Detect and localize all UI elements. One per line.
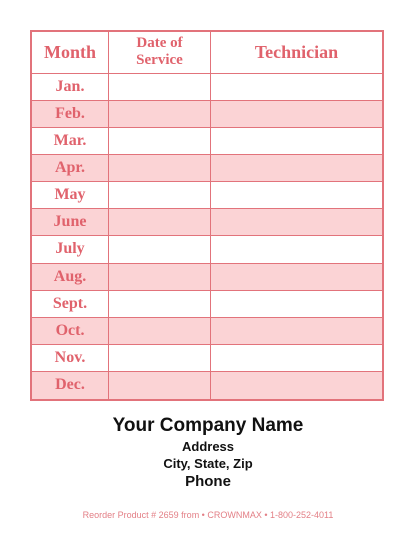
company-phone: Phone [185, 473, 231, 490]
technician-cell[interactable] [211, 318, 382, 344]
date-of-service-cell[interactable] [109, 264, 211, 290]
month-cell [32, 101, 109, 127]
date-of-service-cell[interactable] [109, 155, 211, 181]
reorder-footer: Reorder Product # 2659 from • CROWNMAX • 1-800-252-4011 [82, 510, 334, 520]
month-cell [32, 128, 109, 154]
company-city-state-zip: City, State, Zip [163, 456, 253, 471]
table-row [32, 318, 382, 345]
table-row [32, 291, 382, 318]
month-label: Oct. [55, 321, 85, 339]
month-cell [32, 74, 109, 100]
month-label: June [53, 213, 87, 231]
date-of-service-cell[interactable] [109, 372, 211, 399]
table-body [32, 74, 382, 399]
month-label: Jan. [55, 77, 85, 95]
technician-cell[interactable] [211, 155, 382, 181]
technician-cell[interactable] [211, 209, 382, 235]
month-label: Apr. [54, 159, 86, 177]
month-label: Mar. [53, 132, 87, 150]
date-of-service-cell[interactable] [109, 209, 211, 235]
month-label: Feb. [55, 105, 85, 123]
month-label: Nov. [54, 348, 86, 366]
header-month: Month [32, 32, 109, 73]
technician-cell[interactable] [211, 236, 382, 262]
date-of-service-cell[interactable] [109, 291, 211, 317]
table-row [32, 74, 382, 101]
company-name: Your Company Name [112, 415, 304, 436]
header-date-of-service: Date of Service [109, 32, 211, 73]
header-technician: Technician [254, 41, 339, 62]
table-header-row [32, 32, 382, 74]
technician-cell[interactable] [211, 128, 382, 154]
service-log-table [30, 30, 384, 401]
month-cell [32, 155, 109, 181]
technician-cell[interactable] [211, 264, 382, 290]
month-cell [32, 264, 109, 290]
company-address: Address [181, 439, 235, 454]
technician-cell[interactable] [211, 74, 382, 100]
date-of-service-cell[interactable] [109, 318, 211, 344]
table-row [32, 264, 382, 291]
month-cell [32, 209, 109, 235]
month-label: Sept. [52, 294, 88, 312]
date-of-service-cell[interactable] [109, 101, 211, 127]
table-row [32, 155, 382, 182]
table-row [32, 372, 382, 399]
table-row [32, 101, 382, 128]
month-label: July [55, 240, 85, 258]
month-label: May [54, 186, 86, 204]
month-label: Dec. [55, 376, 85, 394]
date-of-service-cell[interactable] [109, 345, 211, 371]
month-label: Aug. [53, 267, 87, 285]
month-cell [32, 291, 109, 317]
technician-cell[interactable] [211, 101, 382, 127]
technician-cell[interactable] [211, 291, 382, 317]
technician-cell[interactable] [211, 372, 382, 399]
date-of-service-cell[interactable] [109, 74, 211, 100]
table-row [32, 209, 382, 236]
technician-cell[interactable] [211, 182, 382, 208]
date-of-service-cell[interactable] [109, 236, 211, 262]
month-cell [32, 345, 109, 371]
table-row [32, 236, 382, 263]
technician-cell[interactable] [211, 345, 382, 371]
date-of-service-cell[interactable] [109, 128, 211, 154]
month-cell [32, 318, 109, 344]
date-of-service-cell[interactable] [109, 182, 211, 208]
company-info [0, 414, 416, 491]
table-row [32, 182, 382, 209]
month-cell [32, 236, 109, 262]
table-row [32, 128, 382, 155]
table-row [32, 345, 382, 372]
month-cell [32, 182, 109, 208]
month-cell [32, 372, 109, 399]
